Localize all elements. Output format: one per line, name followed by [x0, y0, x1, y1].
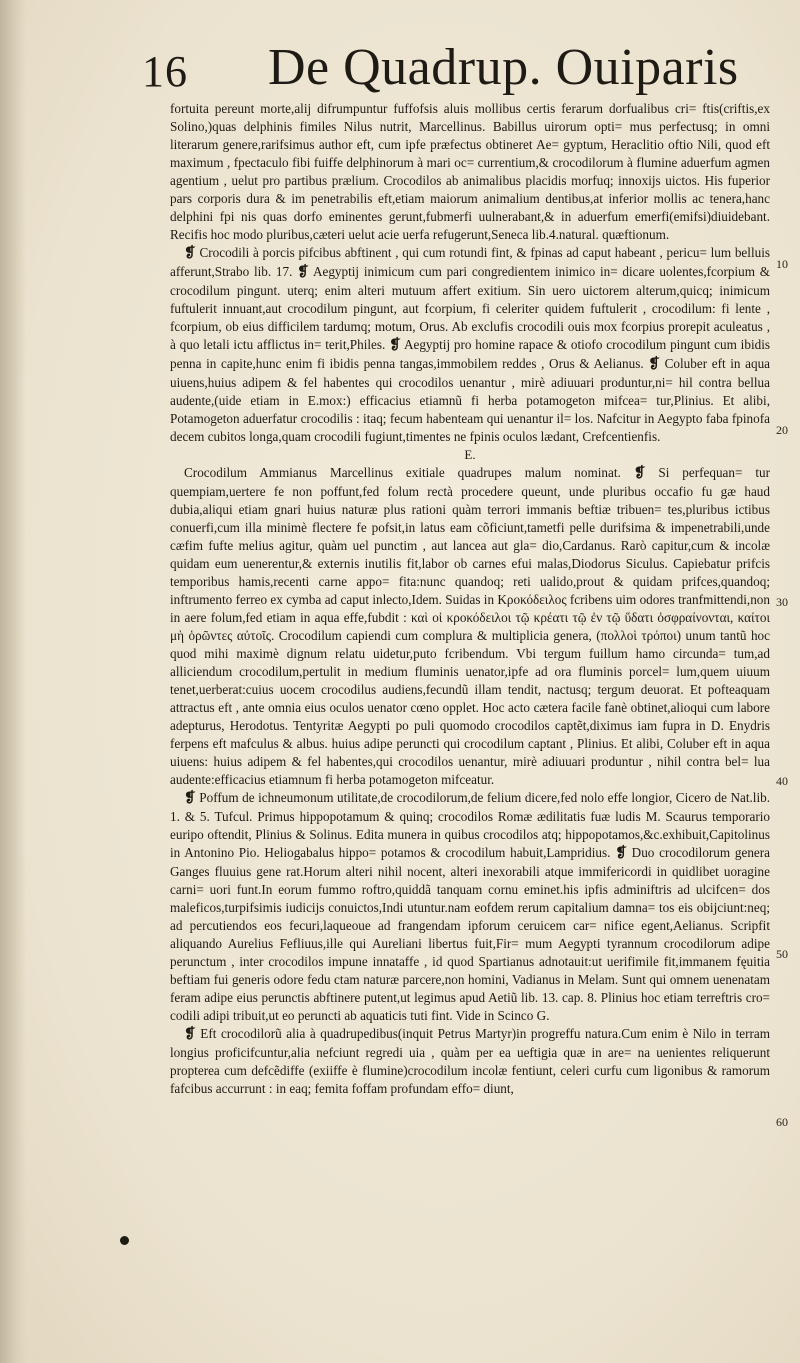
paragraph-1: fortuita pereunt morte,alij difrumpuntur fuffofsis aluis mollibus certis ferarum dorfualibus cri= ftis(criftis,ex Solino,)quas delphinis fimiles Nilus nutrit, Marcellinus. Babillus uirorum opti= mus perfectusq; in omni literarum genere,rarifsimus author eft, cum ipfe præfectus obtineret Ae= gyptum, Heraclitio oftio Nili, quod eft maximum , fpectaculo fibi fuiffe delphinorum à mari oc= currentium,& crocodilorum à flumine aduerfum agmen agentium , uelut pro partibus prælium. Crocodilos ab animalibus placidis morfuq; innoxijs uictos. His fuperior pars corporis dura & im penetrabilis eft,etiam maiorum animalium dentibus,at inferior mollis ac tenera,hanc delphini fpi nis quas dorfo eminentes gerunt,fubmerfi uulnerabant,& in aduerfum emerfi(emifsi)diuidebant. Recifis hoc modo pluribus,cæteri uelut acie uerfa refugerunt,Seneca lib.4.natural. quæftionum.	[170, 101, 770, 242]
line-number-marginal: 30	[776, 595, 788, 609]
running-head: De Quadrup. Ouiparis	[268, 39, 739, 96]
paragraph-3: Crocodilum Ammianus Marcellinus exitiale quadrupes malum nominat. ❡ Si perfequan= tur quempiam,uertere fe non poffunt,fed folum rectà procedere queunt, unde pluribus occafio fu gæ haud dubia,aliqui etiam gnari huius naturæ plus rationi quàm terrori immanis beftiæ tribuen= tes,pluribus ictibus conuerfi,cum illa minimè flectere fe pofsit,in latus eam cõficiunt,tametfi pelle durifsima & impenetrabili,unde cæfim fufte melius agitur, quàm uel punctim , aut lancea aut gla= dio,Cardanus. Rarò capitur,cum & incolæ quidam eum uenerentur,& externis inutilis fit,labor ob carnes efui malas,Diodorus Siculus. Capiebatur prifcis temporibus hamis,recenti carne appo= fita:nunc quandoq; reti ualido,prout & quidam prifces,quandoq; inftrumento ferreo ex cymba ad caput inlecto,Idem. Suidas in Κροκόδειλος fcribens uim odores tranfmittendi,non in aere folum,fed etiam in aqua effe,fubdit : καὶ οἱ κροκόδειλοι τῷ κρέατι τῷ ἐν τῷ ὕδατι ὀσφραίνονται, καίτοι μὴ ὁρῶντες αὐτοῖς. Crocodilum capiendi cum complura & multiplicia genera, (πολλοὶ τρόποι) unum tantũ hoc quod mihi maximè dignum relatu uidetur,puto fcribendum. Vbi tergum fuillum hamo circunda= tum,ad alliciendum crocodilum,pertulit in medium fluminis uenator,ipfe ad ora fluminis porcel= lum,quem uiuum tenet,uerberat:cuius uocem crocodilus audiens,fecundũ illam tendit, nactusq; tergum deuorat. Et pofteaquam attractus eft , ante omnia eius oculos uenator cœno opplet. Hoc acto cætera facile fanè obtinet,alioqui cum labore adepturus, Herodotus. Tentyritæ Aegypti po puli quomodo crocodilos captẽt,diximus iam fupra in D. Enydris ferpens eft mafculus & albus. huius adipe peruncti qui crocodilum captant , Plinius. Et alibi, Coluber eft in aqua uiuens: huius adipem & fel habentes,qui crocodilos uenantur, mirè adiuuari produntur , nihil contra bel= lua audente:efficacius etiamnum fi herba potamogeton mifceatur.	[170, 465, 771, 787]
page-number: 16	[142, 47, 188, 96]
line-number-marginal: 50	[776, 947, 788, 961]
pilcrow-icon: ❡	[184, 791, 196, 806]
pilcrow-icon: ❡	[615, 846, 627, 861]
ink-dot-mark	[120, 1236, 129, 1245]
line-number-marginal: 10	[776, 257, 788, 271]
pilcrow-icon: ❡	[297, 265, 309, 280]
body-text	[170, 100, 770, 1098]
pilcrow-icon: ❡	[648, 357, 660, 372]
paragraph-5: ❡ Eft crocodilorũ alia à quadrupedibus(inquit Petrus Martyr)in progreffu natura.Cum enim è Nilo in terram longius proficifcuntur,alia nefciunt regredi uia , quàm per ea ueftigia quæ in are= na uenientes reliquerunt propterea cum defcẽdiffe (exiiffe è flumine)crocodilum incolæ fentiunt, celeri curfu cum ligonibus & ramorum fafcibus accurrunt : in eaq; femita foffam profundam effo= diunt,	[170, 1026, 770, 1096]
line-number-marginal: 20	[776, 423, 788, 437]
section-letter: E.	[464, 447, 476, 462]
paragraph-4: ❡ Poffum de ichneumonum utilitate,de crocodilorum,de felium dicere,fed nolo effe longior, Cicero de Nat.lib. 1. & 5. Tufcul. Primus hippopotamum & quinq; crocodilos Romæ ædilitatis fuæ ludis M. Scaurus temporario euripo oftendit, Plinius & Solinus. Edita munera in quibus crocodilos atq; hippopotamos,&c.exhibuit,Capitolinus in Antonino Pio. Heliogabalus hippo= potamos & crocodilum habuit,Lampridius. ❡ Duo crocodilorum genera Ganges fluuius gene rat.Horum alteri nihil nocent, alteri inexorabili atque immifericordi in quidlibet uoragine carni= uori funt.In eorum fummo roftro,quiddã tanquam cornu eminet.his ipfis adminiftris ad ulcifcen= dos maleficos,turpifsimis iudicijs conuictos,Indi utuntur.nam eofdem rerum capitalium damna= tos eis obijciunt:neq; ad percutiendos eos fecuri,laqueoue ad frangendam ipforum ceruicem car= nifice egent,Aelianus. Scripfit aliquando Aurelius Fefliuus,ille qui Aureliani libertus fuit,Fir= mum Aegypti tyrannum crocodilorum adipe perunctum , inter crocodilos impune innataffe , id quod Spartianus adnotauit:ut uerifimile fit,immanem fęuitia beftiam fui generis odore fedu ctam naturæ parcere,non homini, Vadianus in Melam. Sunt qui omnem uenenatam feram adipe eius perunctis abftinere putent,ut legimus apud Aetiũ lib. 13. cap. 8. Plinius hoc etiam terreftris cro= codili adipi tribuit,ut eo peruncti ab aquaticis tuti fint. Vide in Scinco G.	[170, 790, 771, 1023]
page-gutter-shadow	[0, 0, 26, 1363]
pilcrow-icon: ❡	[184, 1027, 196, 1042]
pilcrow-icon: ❡	[184, 246, 196, 261]
line-number-marginal: 60	[776, 1115, 788, 1129]
pilcrow-icon: ❡	[389, 338, 401, 353]
paragraph-2: ❡ Crocodili à porcis pifcibus abftinent , qui cum rotundi fint, & fpinas ad caput habeant , pericu= lum belluis afferunt,Strabo lib. 17. ❡ Aegyptij inimicum cum pari congredientem inimico in= dicare uolentes,fcorpium & crocodilum pingunt. uterq; enim alteri mutuum affert exitium. Sin uero uictorem alterum,quicq; inimicum fuftulerit innuant,aut crocodilum pingunt, aut fcorpium, fi celeriter quidem fuftulerit , crocodilum: fi lente , fcorpium, ob eius difficilem tardumq; motum, Orus. Ab exclufis crocodili ouis mox fcorpius prorepit aculeatus , à quo letali ictu afflictus in= terit,Philes. ❡ Aegyptij pro homine rapace & otiofo crocodilum pingunt cum ibidis penna in capite,hunc enim fi ibidis penna tangas,immobilem reddes , Orus & Aelianus. ❡ Coluber eft in aqua uiuens,huius adipem & fel habentes qui crocodilos uenantur , mirè adiuuari produntur,ni= hil contra bellua audente,(uide etiam in E.mox:) efficacius etiamnũ fi herba potamogeton mifcea= tur,Plinius. Et alibi, Potamogeton aduerfatur crocodilis : itaq; fecum habenteam qui uenantur il= los. Nafcitur in Aegypto faba fpinofa decem cubitos longa,quam crocodili fugiunt,timentes ne fpinis oculos lædant, Crefcentienfis.	[170, 245, 771, 444]
pilcrow-icon: ❡	[633, 466, 646, 481]
line-number-marginal: 40	[776, 774, 788, 788]
